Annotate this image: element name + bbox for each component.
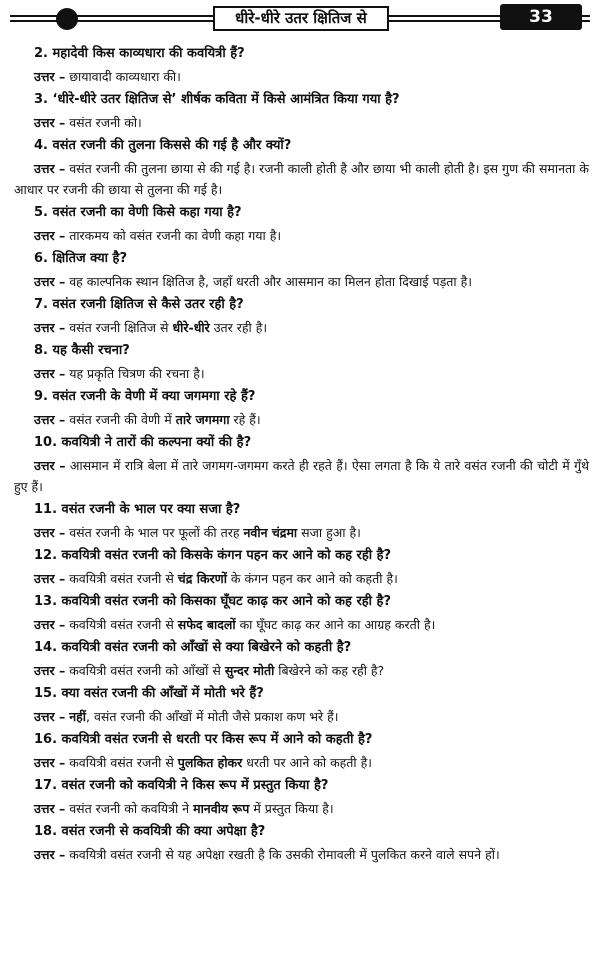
answer-text: कवयित्री वसंत रजनी से	[69, 617, 178, 632]
answer-emphasis: नहीं	[69, 709, 87, 724]
answer-emphasis: पुलकित होकर	[177, 755, 243, 770]
answer	[14, 317, 589, 338]
answer-text: सजा हुआ है।	[297, 525, 361, 540]
answer-text: वह काल्पनिक स्थान क्षितिज है, जहाँ धरती और आसमान का मिलन होता दिखाई पड़ता है।	[69, 274, 472, 289]
question-answer-list	[14, 44, 589, 868]
answer	[14, 225, 589, 246]
answer	[14, 706, 589, 727]
question: 14. कवयित्री वसंत रजनी को आँखों से क्या बिखेरने को कहती है?	[34, 640, 352, 655]
answer-text: का घूँघट काढ़ कर आने का आग्रह करती है।	[235, 617, 436, 632]
answer-emphasis: मानवीय रूप	[193, 801, 250, 816]
answer-emphasis: सुन्दर मोती	[224, 663, 275, 678]
answer	[14, 409, 589, 430]
answer-label: उत्तर –	[34, 709, 66, 724]
answer-label: उत्तर –	[34, 571, 66, 586]
answer-label: उत्तर –	[34, 458, 66, 473]
question: 7. वसंत रजनी क्षितिज से कैसे उतर रही है?	[34, 297, 244, 312]
answer-text: यह प्रकृति चित्रण की रचना है।	[69, 366, 205, 381]
question: 4. वसंत रजनी की तुलना किससे की गई है और क्यों?	[34, 138, 292, 153]
question: 12. कवयित्री वसंत रजनी को किसके कंगन पहन कर आने को कह रही है?	[34, 548, 392, 563]
answer-text: वसंत रजनी को कवयित्री ने	[69, 801, 194, 816]
answer-text: कवयित्री वसंत रजनी को आँखों से	[69, 663, 225, 678]
answer-label: उत्तर –	[34, 366, 66, 381]
question: 2. महादेवी किस काव्यधारा की कवयित्री हैं?	[34, 46, 245, 61]
answer-text: में प्रस्तुत किया है।	[249, 801, 334, 816]
question: 8. यह कैसी रचना?	[34, 343, 130, 358]
answer-label: उत्तर –	[34, 663, 66, 678]
answer	[14, 112, 589, 133]
answer-text: आसमान में रात्रि बेला में तारे जगमग-जगमग करते ही रहते हैं। ऐसा लगता है कि ये तारे वसंत रजनी की चोटी में गुँथे हुए हैं।	[14, 458, 589, 494]
question: 17. वसंत रजनी को कवयित्री ने किस रूप में प्रस्तुत किया है?	[34, 778, 329, 793]
question: 16. कवयित्री वसंत रजनी से धरती पर किस रूप में आने को कहती है?	[34, 732, 373, 747]
answer	[14, 752, 589, 773]
answer-label: उत्तर –	[34, 525, 66, 540]
page-number: 33	[500, 4, 582, 30]
chapter-title: धीरे-धीरे उतर क्षितिज से	[213, 6, 389, 31]
answer-emphasis: तारे जगमगा	[175, 412, 230, 427]
question: 15. क्या वसंत रजनी की आँखों में मोती भरे हैं?	[34, 686, 264, 701]
answer-text: वसंत रजनी की वेणी में	[69, 412, 176, 427]
answer-text: कवयित्री वसंत रजनी से	[69, 755, 178, 770]
answer-text: वसंत रजनी को।	[69, 115, 142, 130]
answer	[14, 568, 589, 589]
answer	[14, 455, 589, 497]
answer-emphasis: धीरे-धीरे	[172, 320, 210, 335]
answer-label: उत्तर –	[34, 274, 66, 289]
answer-text: वसंत रजनी के भाल पर फूलों की तरह	[69, 525, 244, 540]
answer-label: उत्तर –	[34, 320, 66, 335]
answer	[14, 798, 589, 819]
answer-label: उत्तर –	[34, 801, 66, 816]
answer-text: तारकमय को वसंत रजनी का वेणी कहा गया है।	[69, 228, 282, 243]
answer	[14, 66, 589, 87]
question: 13. कवयित्री वसंत रजनी को किसका घूँघट काढ़ कर आने को कह रही है?	[34, 594, 391, 609]
page-header	[0, 0, 600, 38]
answer	[14, 158, 589, 200]
question: 10. कवयित्री ने तारों की कल्पना क्यों की है?	[34, 435, 252, 450]
answer	[14, 614, 589, 635]
answer-emphasis: चंद्र किरणों	[177, 571, 227, 586]
answer	[14, 660, 589, 681]
question: 3. ‘धीरे-धीरे उतर क्षितिज से’ शीर्षक कविता में किसे आमंत्रित किया गया है?	[34, 92, 400, 107]
answer-text: , वसंत रजनी की आँखों में मोती जैसे प्रकाश कण भरे हैं।	[86, 709, 339, 724]
answer-text: वसंत रजनी की तुलना छाया से की गई है। रजनी काली होती है और छाया भी काली होती है। इस गुण की समानता के आधार पर रजनी की छाया से तुलना की गई है।	[14, 161, 589, 197]
question: 11. वसंत रजनी के भाल पर क्या सजा है?	[34, 502, 241, 517]
header-bullet-dot	[56, 8, 78, 30]
answer-label: उत्तर –	[34, 69, 66, 84]
answer-label: उत्तर –	[34, 847, 66, 862]
answer-text: बिखेरने को कह रही है?	[274, 663, 385, 678]
answer-text: वसंत रजनी क्षितिज से	[69, 320, 173, 335]
question: 5. वसंत रजनी का वेणी किसे कहा गया है?	[34, 205, 242, 220]
answer-emphasis: सफेद बादलों	[177, 617, 236, 632]
answer	[14, 271, 589, 292]
answer	[14, 522, 589, 543]
answer-text: उतर रही है।	[209, 320, 268, 335]
answer	[14, 844, 589, 865]
question: 18. वसंत रजनी से कवयित्री की क्या अपेक्षा है?	[34, 824, 266, 839]
answer-text: छायावादी काव्यधारा की।	[69, 69, 181, 84]
answer-text: कवयित्री वसंत रजनी से	[69, 571, 178, 586]
answer	[14, 363, 589, 384]
answer-label: उत्तर –	[34, 412, 66, 427]
answer-text: के कंगन पहन कर आने को कहती है।	[226, 571, 398, 586]
answer-label: उत्तर –	[34, 115, 66, 130]
question: 6. क्षितिज क्या है?	[34, 251, 127, 266]
question: 9. वसंत रजनी के वेणी में क्या जगमगा रहे हैं?	[34, 389, 256, 404]
answer-text: कवयित्री वसंत रजनी से यह अपेक्षा रखती है कि उसकी रोमावली में पुलकित करने वाले सपने हों।	[69, 847, 500, 862]
answer-label: उत्तर –	[34, 161, 66, 176]
answer-label: उत्तर –	[34, 228, 66, 243]
answer-emphasis: नवीन चंद्रमा	[243, 525, 298, 540]
answer-text: धरती पर आने को कहती है।	[242, 755, 373, 770]
answer-label: उत्तर –	[34, 755, 66, 770]
answer-text: रहे हैं।	[229, 412, 261, 427]
answer-label: उत्तर –	[34, 617, 66, 632]
